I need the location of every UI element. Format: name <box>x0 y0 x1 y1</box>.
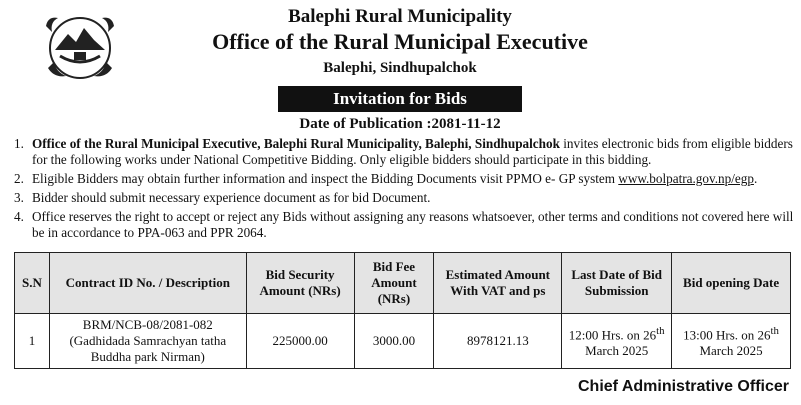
contract-description: (Gadhidada Samrachyan tatha Buddha park Nirman) <box>69 333 227 364</box>
opening-sup: th <box>770 324 779 337</box>
cell-bid-security: 225000.00 <box>246 314 354 369</box>
item-number: 3. <box>14 190 24 205</box>
office-name: Office of the Rural Municipal Executive <box>212 29 588 54</box>
notice-text: Eligible Bidders may obtain further information and inspect the Bidding Documents visit PPMO e- GP system <box>32 171 619 186</box>
col-sn: S.N <box>15 253 50 314</box>
cell-last-date <box>562 314 672 369</box>
issuer-name: Office of the Rural Municipal Executive, Balephi Rural Municipality, Balephi, Sindhupalchok <box>32 136 560 151</box>
last-date-month: March 2025 <box>585 343 649 359</box>
office-location: Balephi, Sindhupalchok <box>323 60 477 76</box>
notice-list <box>14 136 794 244</box>
contract-id: BRM/NCB-08/2081-082 <box>82 317 213 332</box>
cell-contract <box>49 314 246 369</box>
cell-bid-fee: 3000.00 <box>354 314 434 369</box>
municipality-emblem <box>40 12 120 82</box>
col-bid-security: Bid Security Amount (NRs) <box>246 253 354 314</box>
col-estimated: Estimated Amount With VAT and ps <box>434 253 562 314</box>
notice-text: invites electronic bids from eligible bidders for the following works under National Competitive Bidding. Only eligible bidders should participate in this bidding. <box>32 136 793 167</box>
col-last-date: Last Date of Bid Submission <box>562 253 672 314</box>
col-contract: Contract ID No. / Description <box>49 253 246 314</box>
notice-item <box>14 190 794 206</box>
bid-table <box>14 252 791 369</box>
cell-opening-date <box>672 314 791 369</box>
last-date-sup: th <box>656 324 665 337</box>
last-date-time: 12:00 Hrs. on 26 <box>568 327 657 343</box>
notice-item <box>14 136 794 168</box>
item-number: 4. <box>14 209 24 224</box>
item-number: 2. <box>14 171 24 186</box>
opening-month: March 2025 <box>699 343 763 359</box>
publication-date: Date of Publication :2081-11-12 <box>299 116 501 132</box>
signatory: Chief Administrative Officer <box>577 378 789 395</box>
municipality-name: Balephi Rural Municipality <box>288 6 512 27</box>
cell-estimated: 8978121.13 <box>434 314 562 369</box>
col-opening-date: Bid opening Date <box>672 253 791 314</box>
notice-text: Office reserves the right to accept or reject any Bids without assigning any reasons whatsoever, other terms and conditions not covered here will be in accordance to PPA-063 and PPR 2064. <box>32 209 794 240</box>
notice-item <box>14 171 794 187</box>
col-bid-fee: Bid Fee Amount (NRs) <box>354 253 434 314</box>
notice-text: Bidder should submit necessary experience document as for bid Document. <box>32 190 431 205</box>
invitation-banner: Invitation for Bids <box>278 86 522 112</box>
table-header-row <box>15 253 791 314</box>
notice-item <box>14 209 794 241</box>
bolpatra-link[interactable]: www.bolpatra.gov.np/egp <box>618 171 754 186</box>
table-row <box>15 314 791 369</box>
item-number: 1. <box>14 136 24 151</box>
opening-time: 13:00 Hrs. on 26 <box>683 327 771 343</box>
notice-tail: . <box>753 171 758 186</box>
cell-sn: 1 <box>15 314 50 369</box>
